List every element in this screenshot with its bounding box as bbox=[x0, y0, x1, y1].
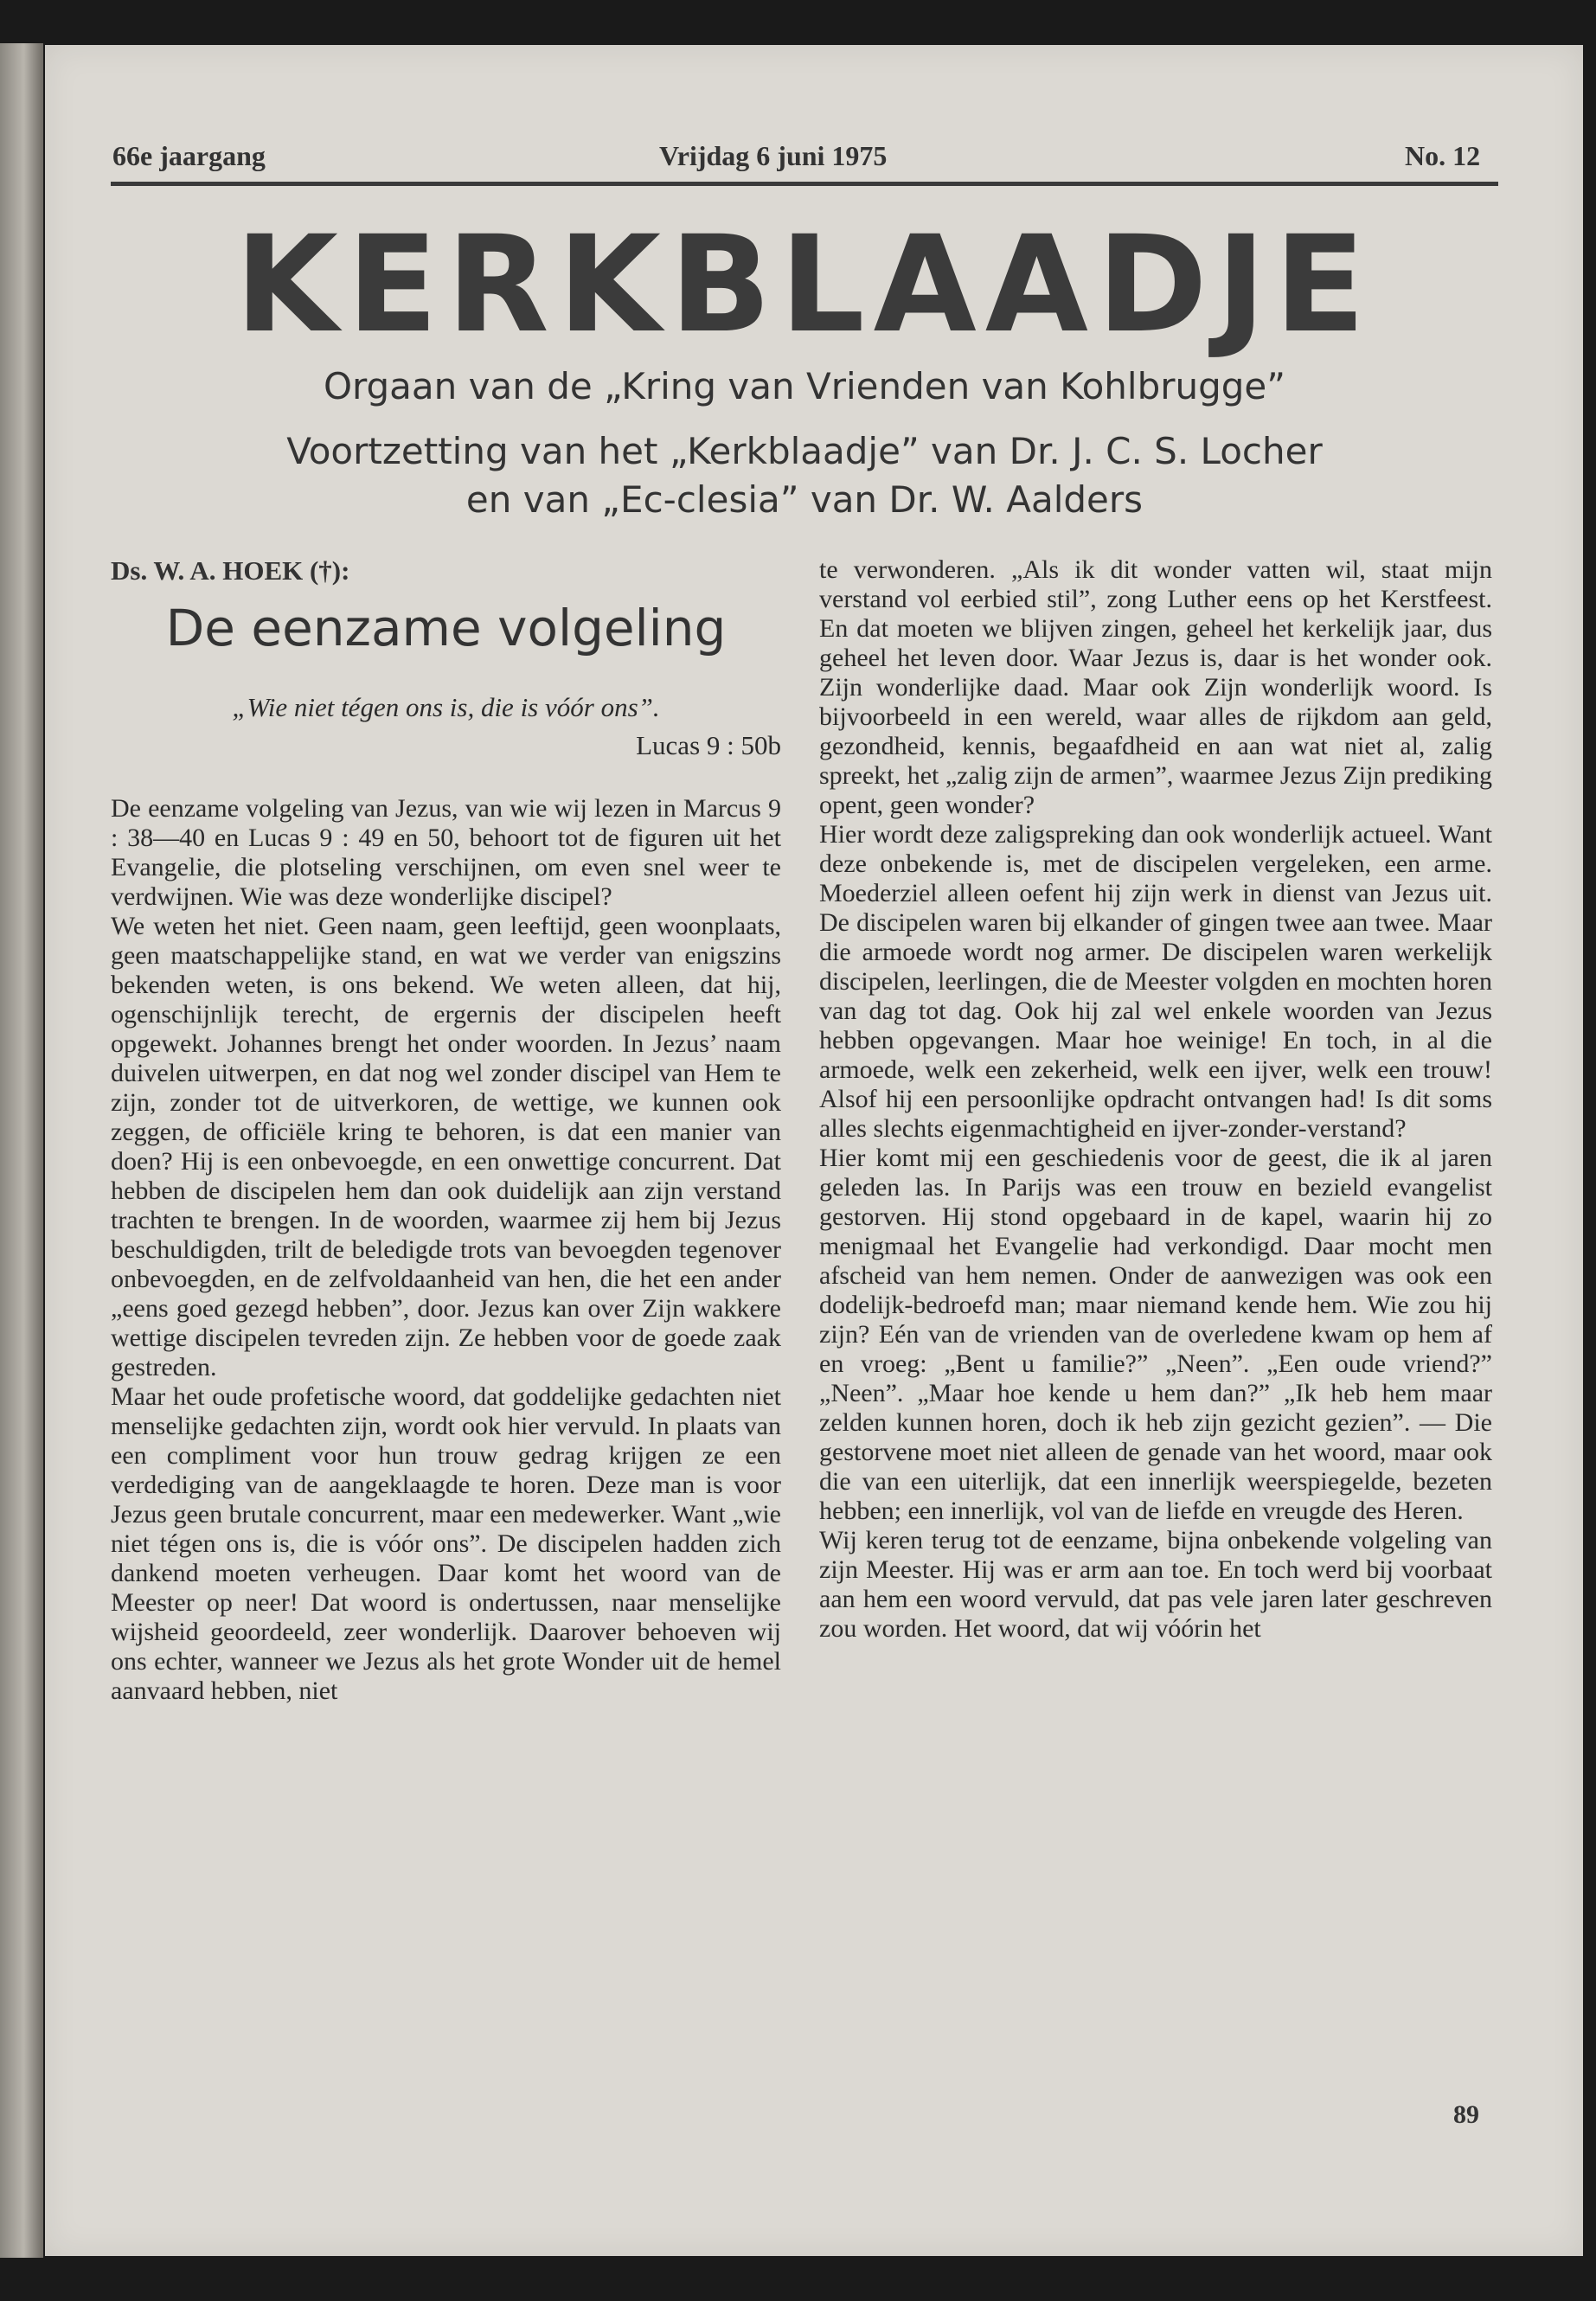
masthead-subtitle-1: Orgaan van de „Kring van Vrienden van Kohlbrugge” bbox=[323, 365, 1286, 407]
issue-label: No. 12 bbox=[1405, 140, 1481, 171]
article-author: Ds. W. A. HOEK (†): bbox=[111, 555, 350, 586]
paragraph: We weten het niet. Geen naam, geen leeftijd, geen woonplaats, geen maatschappelijke stand, en wat we verder van enigszins bekenden weten, is ons bekend. We weten alleen, dat hij, ogenschijnlijk terecht, de ergernis der discipelen heeft opgewekt. Johannes brengt het onder woorden. In Jezus’ naam duivelen uitwerpen, en dat nog wel zonder discipel van Hem te zijn, zonder tot de uitverkoren, de wettige, we kunnen ook zeggen, de officiële kring te behoren, is dat een manier van doen? Hij is een onbevoegde, en een onwettige concurrent. Dat hebben de discipelen hem dan ook duidelijk aan zijn verstand trachten te brengen. In de woorden, waarmee zij hem bij Jezus beschuldigden, trilt de beledigde trots van bevoegden tegenover onbevoegden, en de zelfvoldaanheid van hen, die het een ander „eens goed gezegd hebben”, door. Jezus kan over Zijn wakkere wettige discipelen tevreden zijn. Ze hebben voor de goede zaak gestreden. bbox=[111, 912, 781, 1381]
paragraph: De eenzame volgeling van Jezus, van wie wij lezen in Marcus 9 : 38—40 en Lucas 9 : 49 en 50, behoort tot de figuren uit het Evangelie, die plotseling verschijnen, om even snel weer te verdwijnen. Wie was deze wonderlijke discipel? bbox=[111, 794, 781, 911]
article-title: De eenzame volgeling bbox=[165, 599, 727, 657]
masthead-subtitle-3: en van „Ec-clesia” van Dr. W. Aalders bbox=[465, 478, 1144, 521]
paragraph: Hier komt mij een geschiedenis voor de geest, die ik al jaren geleden las. In Parijs was een trouw en bezield evangelist gestorven. Hij stond opgebaard in de kapel, waarin hij zo menigmaal het Evangelie had verkondigd. Daar mocht men afscheid van hem nemen. Onder de aanwezigen was ook een dodelijk-bedroefd man; maar niemand kende hem. Wie zou hij zijn? Eén van de vrienden van de overledene kwam op hem af en vroeg: „Bent u familie?” „Neen”. „Een oude vriend?” „Neen”. „Maar hoe kende u hem dan?” „Ik heb hem maar zelden kunnen horen, doch ik heb zijn gezicht gezien”. — Die gestorvene moet niet alleen de genade van het woord, maar ook die van een uiterlijk, dat een innerlijk weerspiegelde, bezeten hebben; een innerlijk, vol van de liefde en vreugde des Heren. bbox=[819, 1144, 1492, 1525]
paragraph: Hier wordt deze zaligspreking dan ook wonderlijk actueel. Want deze onbekende is, met de discipelen vergeleken, een arme. Moederziel alleen oefent hij zijn werk in dienst van Jezus uit. De discipelen waren bij elkander of gingen twee aan twee. Maar die armoede wordt nog armer. De discipelen waren werkelijk discipelen, leerlingen, die de Meester volgden en mochten horen van dag tot dag. Ook hij zal wel enkele woorden van Jezus hebben opgevangen. Maar hoe weinige! En toch, in al die armoede, welk een zekerheid, welk een ijver, welk een trouw! Alsof hij een persoonlijke opdracht ontvangen had! Is dit soms alles slechts eigenmachtigheid en ijver-zonder-verstand? bbox=[819, 820, 1492, 1143]
page-number: 89 bbox=[1453, 2100, 1479, 2129]
date-label: Vrijdag 6 juni 1975 bbox=[659, 140, 888, 171]
paragraph: Wij keren terug tot de eenzame, bijna onbekende volgeling van zijn Meester. Hij was er arm aan toe. En toch werd bij voorbaat aan hem een woord vervuld, dat pas vele jaren later geschreven zou worden. Het woord, dat wij vóórin het bbox=[819, 1526, 1492, 1643]
masthead-title: KERKBLAADJE bbox=[234, 208, 1375, 362]
right-column bbox=[819, 555, 1492, 1644]
paragraph: Maar het oude profetische woord, dat goddelijke gedachten niet menselijke gedachten zijn, wordt ook hier vervuld. In plaats van een compliment voor hun trouw gedrag krijgen ze een verdediging van de aangeklaagde te horen. Deze man is voor Jezus geen brutale concurrent, maar een medewerker. Want „wie niet tégen ons is, die is vóór ons”. De discipelen hadden zich dankend moeten verheugen. Daar komt het woord van de Meester op neer! Dat woord is ondertussen, naar menselijke wijsheid geoordeeld, zeer wonderlijk. Daarover behoeven wij ons echter, wanneer we Jezus als het grote Wonder uit de hemel aanvaard hebben, niet bbox=[111, 1382, 781, 1705]
epigraph-reference: Lucas 9 : 50b bbox=[636, 730, 781, 760]
left-column bbox=[111, 555, 781, 1706]
article-epigraph: „Wie niet tégen ons is, die is vóór ons”. bbox=[232, 692, 660, 722]
binding-gutter bbox=[0, 43, 43, 2258]
volume-label: 66e jaargang bbox=[112, 140, 266, 171]
header-rule bbox=[111, 182, 1498, 186]
masthead-subtitle-2: Voortzetting van het „Kerkblaadje” van Dr. J. C. S. Locher bbox=[286, 430, 1323, 472]
paragraph: te verwonderen. „Als ik dit wonder vatten wil, staat mijn verstand vol eerbied stil”, zong Luther eens op het Kerstfeest. En dat moeten we blijven zingen, geheel het kerkelijk jaar, dus geheel het leven door. Waar Jezus is, daar is het wonder ook. Zijn wonderlijke daad. Maar ook Zijn wonderlijk woord. Is bijvoorbeeld in een wereld, waar alles de rijkdom aan geld, gezondheid, kennis, begaafdheid en aan wat niet al, zalig spreekt, het „zalig zijn de armen”, waarmee Jezus Zijn prediking opent, geen wonder? bbox=[819, 555, 1492, 819]
